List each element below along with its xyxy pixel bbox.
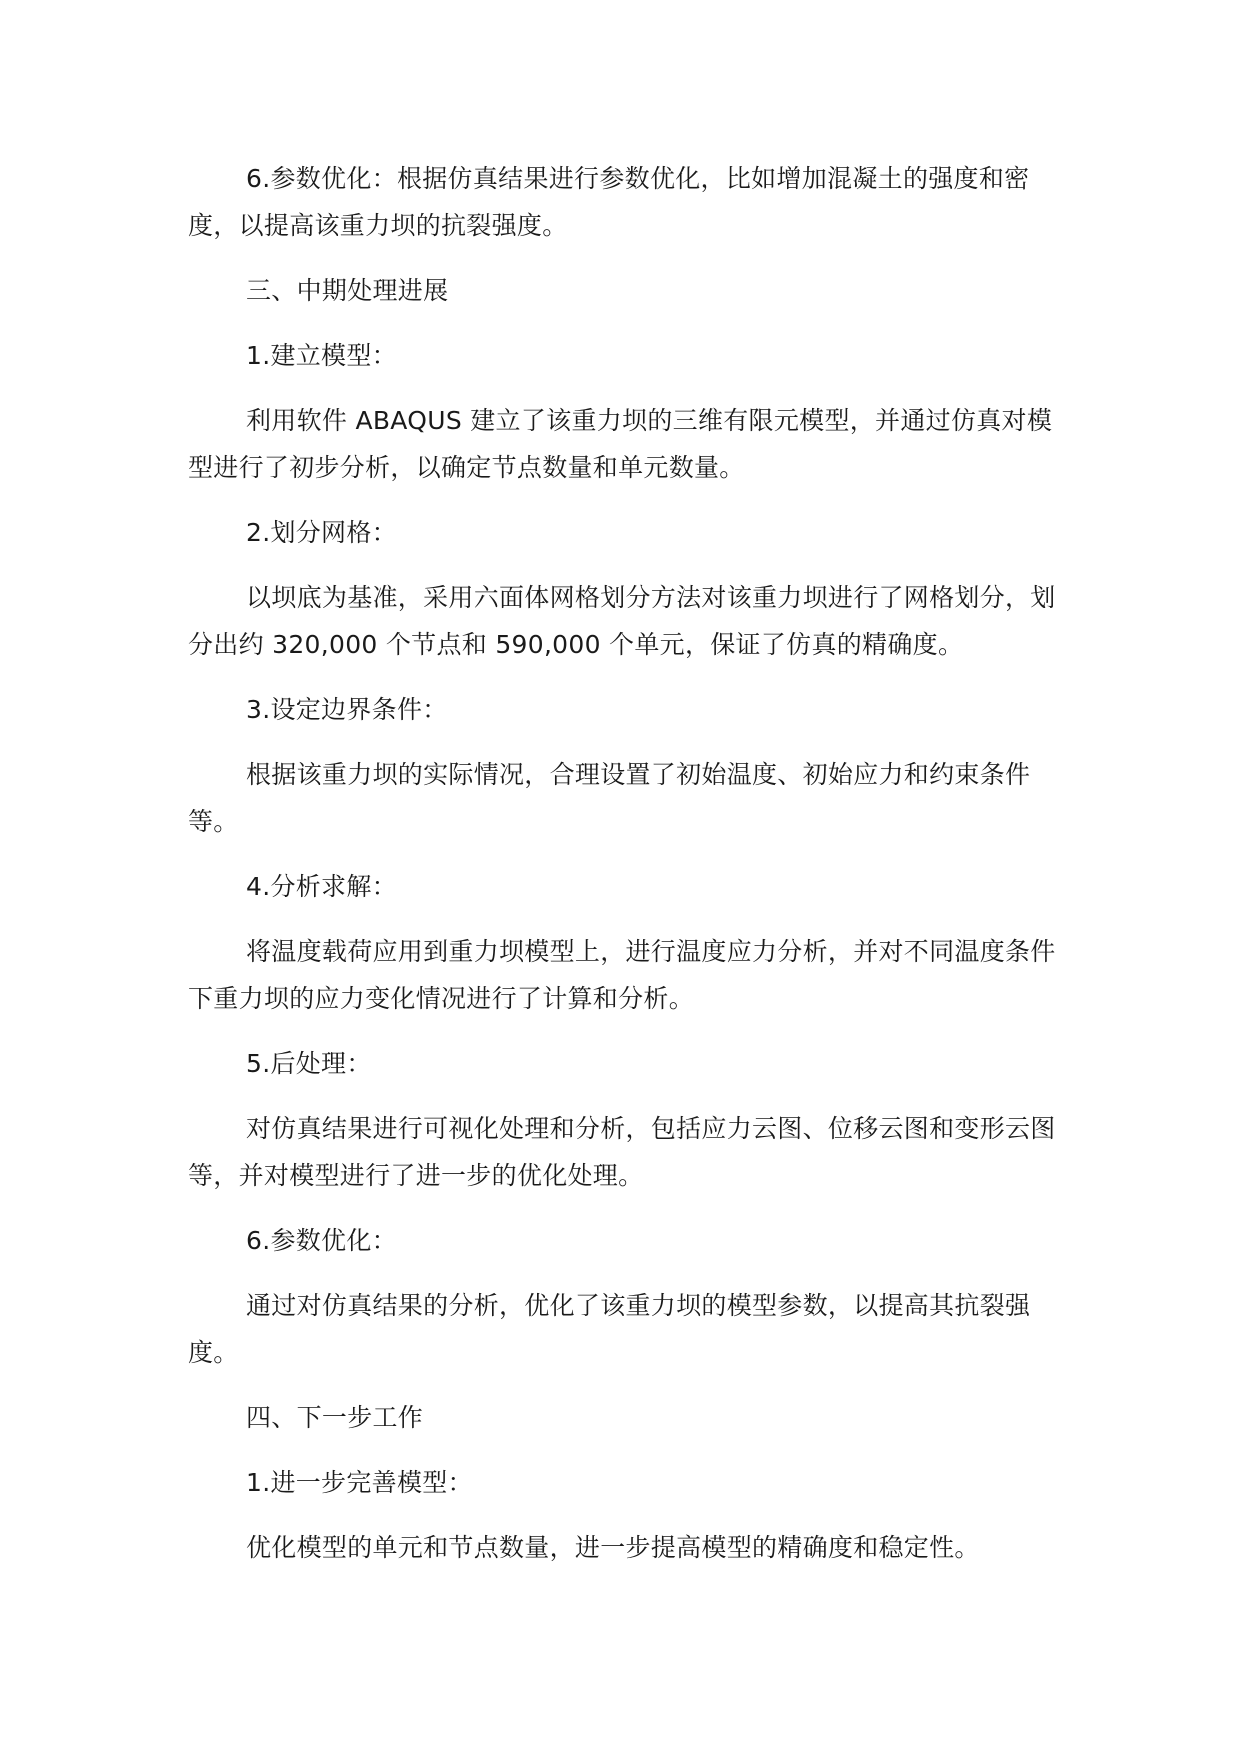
paragraph-build-model: 利用软件 ABAQUS 建立了该重力坝的三维有限元模型，并通过仿真对模型进行了初步分析，以确定节点数量和单元数量。	[188, 406, 1053, 482]
paragraph-parameter-optimization-plan: 6.参数优化：根据仿真结果进行参数优化，比如增加混凝土的强度和密度，以提高该重力坝的抗裂强度。	[188, 164, 1030, 240]
subheading-analysis-solve: 4.分析求解：	[246, 872, 397, 901]
document-body	[188, 155, 1068, 1589]
paragraph-refine-model: 优化模型的单元和节点数量，进一步提高模型的精确度和稳定性。	[246, 1533, 980, 1562]
paragraph-analysis-solve: 将温度载荷应用到重力坝模型上，进行温度应力分析，并对不同温度条件下重力坝的应力变化情况进行了计算和分析。	[188, 937, 1056, 1013]
paragraph-parameter-optimization: 通过对仿真结果的分析，优化了该重力坝的模型参数，以提高其抗裂强度。	[188, 1291, 1031, 1367]
paragraph-post-processing: 对仿真结果进行可视化处理和分析，包括应力云图、位移云图和变形云图等，并对模型进行了进一步的优化处理。	[188, 1114, 1056, 1190]
subheading-boundary-conditions: 3.设定边界条件：	[246, 695, 448, 724]
paragraph-mesh: 以坝底为基准，采用六面体网格划分方法对该重力坝进行了网格划分，划分出约 320,000 个节点和 590,000 个单元，保证了仿真的精确度。	[188, 583, 1056, 659]
subheading-refine-model: 1.进一步完善模型：	[246, 1468, 473, 1497]
subheading-mesh: 2.划分网格：	[246, 518, 397, 547]
subheading-build-model: 1.建立模型：	[246, 341, 397, 370]
subheading-parameter-optimization: 6.参数优化：	[246, 1226, 397, 1255]
section-heading-midterm-progress: 三、中期处理进展	[246, 276, 449, 305]
subheading-post-processing: 5.后处理：	[246, 1049, 372, 1078]
section-heading-next-steps: 四、下一步工作	[246, 1403, 424, 1432]
paragraph-boundary-conditions: 根据该重力坝的实际情况，合理设置了初始温度、初始应力和约束条件等。	[188, 760, 1031, 836]
